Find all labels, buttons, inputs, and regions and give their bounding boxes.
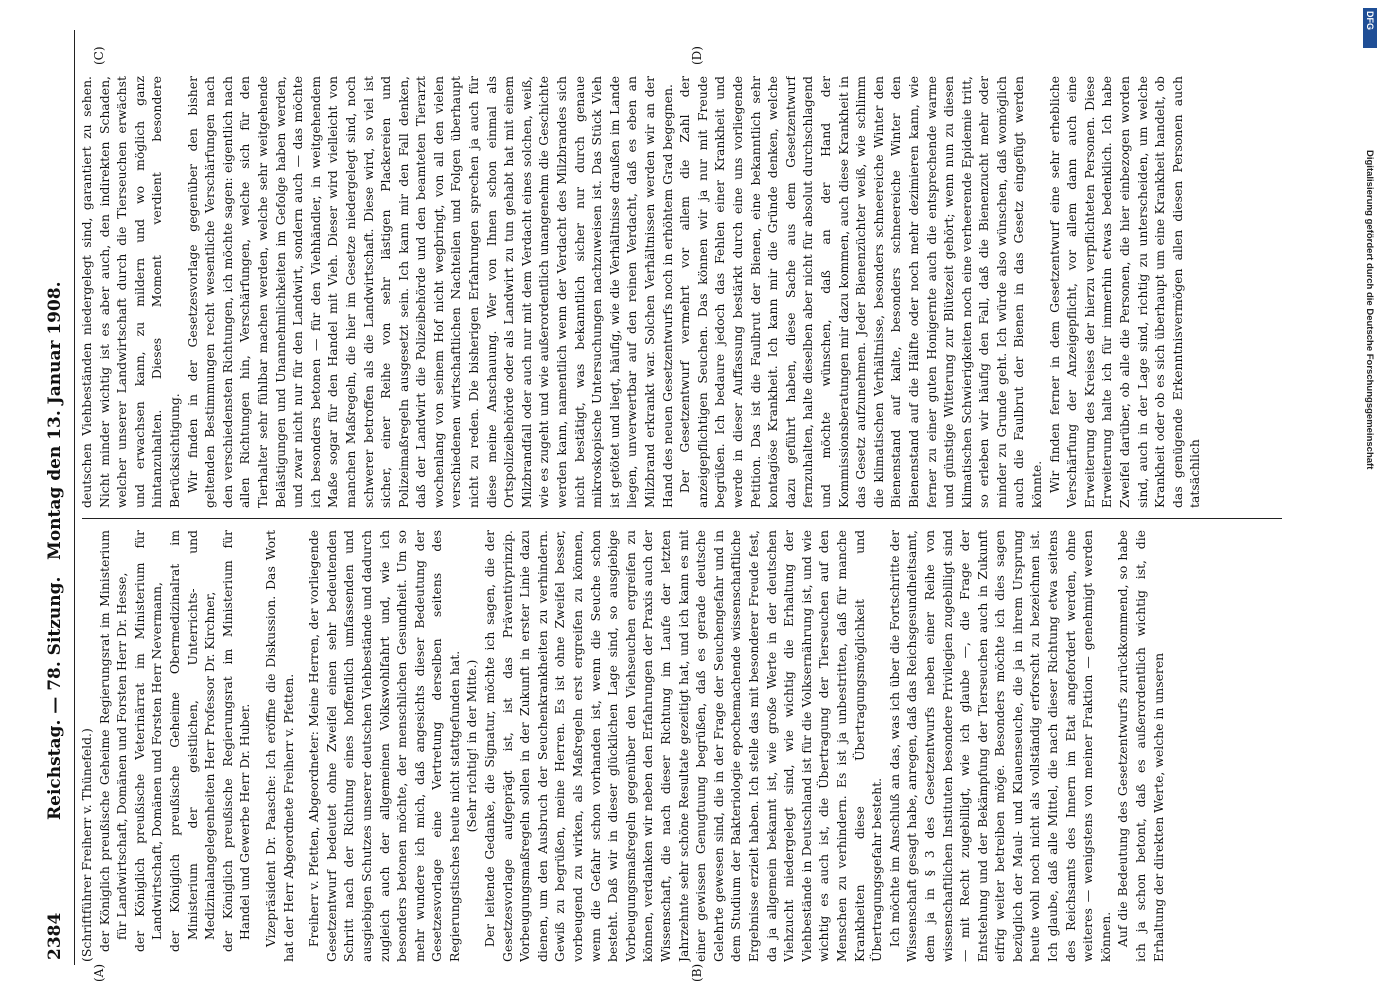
attendee-entry: der Königlich preußische Regierungsrat im Ministerium für Handel und Gewerbe Herr Dr. Huber. [219,530,253,952]
left-column [78,530,1283,962]
margin-label-c: (C) [92,46,106,65]
right-column [78,76,1283,508]
digitization-credit-text: Digitalisierung gefördert durch die Deutsche Forschungsgemeinschaft [1364,150,1375,470]
paragraph: Ich möchte im Anschluß an das, was ich über die Fortschritte der Wissenschaft gesagt habe, anregen, daß das Reichsgesundheitsamt, dem ja in § 3 des Gesetzentwurfs neben einer Reihe von wissenschaftlichen Instituten besondere Privilegien zugebilligt sind — mit Recht zugebilligt, wie ich glaube —, die Frage der Entstehung und der Bekämpfung der Tierseuchen auch in Zukunft eifrig weiter betreiben möge. Besonders möchte ich dies sagen bezüglich der Maul- und Klauenseuche, die ja in ihrem Ursprung heute wohl noch nicht als vollständig erforscht zu bezeichnen ist. Ich glaube, daß alle Mittel, die nach dieser Richtung etwa seitens des Reichsamts des Innern im Etat angefordert werden, ohne weiteres — wenigstens von meiner Fraktion — genehmigt werden können. [886,530,1113,962]
interjection: (Sehr richtig! in der Mitte.) [464,659,480,833]
column-rule [82,518,1282,519]
paragraph: deutschen Viehbeständen niedergelegt sind, garantiert zu sehen. Nicht minder wichtig ist es aber auch, den indirekten Schaden, welcher unserer Landwirtschaft durch die Tierseuchen erwächst und erwachsen kann, zu mildern und wo möglich ganz hintanzuhalten. Dieses Moment verdient besondere Berücksichtigung. [79,76,182,508]
dfg-logo [1363,8,1377,48]
paragraph: Auf die Bedeutung des Gesetzentwurfs zurückkommend, so habe ich ja schon betont, daß es außerordentlich wichtig ist, die Erhaltung der direkten Werte, welche in unseren [1115,530,1166,962]
paragraph: Der Gesetzentwurf vermehrt vor allem die Zahl der anzeigepflichtigen Seuchen. Das können wir ja nur mit Freude begrüßen. Ich bedaure jedoch das Fehlen einer Krankheit und werde in dieser Auffassung bestärkt durch eine uns vorliegende Petition. Das ist die Faulbrut der Bienen, eine bekanntlich sehr kontagiöse Krankheit. Ich kann mir die Gründe denken, welche dazu geführt haben, diese Sache aus dem Gesetzentwurf fernzuhalten, halte dieselben aber nicht für absolut durchschlagend und möchte wünschen, daß an der Hand der Kommissionsberatungen mir dazu kommen, auch diese Krankheit in das Gesetz aufzunehmen. Jeder Bienenzüchter weiß, wie schlimm die klimatischen Verhältnisse, besonders schneereiche Winter den Bienenstand auf kalte, besonders schneereiche Winter den Bienenstand auf die Hälfte oder noch mehr dezimieren kann, wie ferner zu einer guten Honigernte auch die entsprechende warme und günstige Witterung zur Blütezeit gehört; wenn nun zu diesen klimatischen Schwierigkeiten noch eine verheerende Epidemie tritt, so erleben wir häufig den Fall, daß die Bienenzucht mehr oder minder zu Grunde geht. Ich würde also wünschen, daß womöglich auch die Faulbrut der Bienen in das Gesetz eingefügt werden könnte. [677,76,1045,508]
attendee-entry: der Königlich preußische Veterinärrat im Ministerium für Landwirtschaft, Domänen und Forsten Herr Nevermann, [131,530,165,952]
paragraph: Wir finden in der Gesetzesvorlage gegenüber den bisher geltenden Bestimmungen recht wesentliche Verschärfungen nach den verschiedensten Richtungen, ich möchte sagen: eigentlich nach allen Richtungen hin, Verschärfungen, welche sich für den Tierhalter sehr fühlbar machen werden, welche sehr weitgehende Belästigungen und Unannehmlichkeiten im Gefolge haben werden, und zwar nicht nur für den Landwirt, sondern auch — das möchte ich besonders betonen — für den Viehhändler, in weitgehendem Maße sogar für den Handel mit Vieh. Dieser wird vielleicht von manchen Maßregeln, die hier im Gesetze niedergelegt sind, noch schwerer betroffen als die Landwirtschaft. Diese wird, so viel ist sicher, einer Reihe von sehr lästigen Plackereien und Polizeimaßregeln ausgesetzt sein. Ich kann mir den Fall denken, daß der Landwirt die Polizeibehörde und den beamteten Tierarzt wochenlang von seinem Hof nicht wegbringt, von all den vielen verschiedenen wirtschaftlichen Nachteilen und Folgen überhaupt nicht zu reden. Die bisherigen Erfahrungen sprechen ja auch für diese meine Anschauung. Wer von Ihnen schon einmal als Ortspolizeibehörde oder als Landwirt zu tun gehabt hat mit einem Milzbrandfall oder auch nur mit dem Verdacht eines solchen, weiß, wie es zugeht und wie außerordentlich unangenehm die Geschichte werden kann, namentlich wenn der Verdacht des Milzbrandes sich nicht bestätigt, was bekanntlich sicher nur durch genaue mikroskopische Untersuchungen nachzuweisen ist. Das Stück Vieh ist getötet und liegt, häufig, wie die Verhältnisse draußen im Lande liegen, unverwertbar auf den reinen Verdacht, daß es eben an Milzbrand erkrankt war. Solchen Verhältnissen werden wir an der Hand des neuen Gesetzentwurfs noch in erhöhtem Grad begegnen. [184,76,675,508]
digitization-credit [1365,150,1375,850]
attendee-entry: der Königlich preußische Geheime Regierungsrat im Ministerium für Landwirtschaft, Domänen und Forsten Herr Dr. Hesse, [96,530,130,952]
margin-label-a: (A) [92,963,106,982]
attendee-entry: der Königlich preußische Geheime Obermedizinalrat im Ministerium der geistlichen, Unterrichts- und Medizinalangelegenheiten Herr Professor Dr. Kirchner, [166,530,218,952]
paragraph: Wir finden ferner in dem Gesetzentwurf eine sehr erhebliche Verschärfung der Anzeigepflicht, vor allem dann auch eine Erweiterung des Kreises der hierzu verpflichteten Personen. Diese Erweiterung halte ich für immerhin etwas bedenklich. Ich habe Zweifel darüber, ob alle die Personen, die hier einbezogen worden sind, auch in der Lage sind, richtig zu unterscheiden, um welche Krankheit oder ob es sich überhaupt um eine Krankheit handelt, ob das genügende Erkenntnisvermögen allen diesen Personen auch tatsächlich [1046,76,1203,508]
header-title: Reichstag. — 78. Sitzung. [45,576,65,820]
paragraph: Freiherr v. Pfetten, Abgeordneter: Meine Herren, der vorliegende Gesetzentwurf bedeutet ohne Zweifel einen sehr bedeutenden Schritt nach der Richtung eines hoffentlich umfassenden und ausgiebigen Schutzes unserer deutschen Viehbestände und dadurch zugleich auch der allgemeinen Volkswohlfahrt und, wie ich besonders betonen möchte, der menschlichen Gesundheit. Um so mehr wundere ich mich, daß angesichts dieser Bedeutung der Gesetzesvorlage eine Vertretung derselben seitens des Regierungstisches heute nicht stattgefunden hat. [306,530,462,962]
header-date: Montag den 13. Januar 1908. [45,281,65,560]
running-header [45,30,71,960]
page-number: 2384 [45,912,65,960]
dfg-logo-text: DFG [1365,11,1375,30]
paragraph: Vizepräsident Dr. Paasche: Ich eröffne die Diskussion. Das Wort hat der Herr Abgeordnete Freiherr v. Pfetten. [262,530,296,962]
header-rule [74,30,75,965]
paragraph: Der leitende Gedanke, die Signatur, möchte ich sagen, die der Gesetzesvorlage aufgeprägt ist, ist das Präventivprinzip. Vorbeugungsmaßregeln sollen in der Zukunft in erster Linie dazu dienen, um den Ausbruch der Seuchenkrankheiten zu verhindern. Gewiß zu begrüßen, meine Herren. Es ist ohne Zweifel besser, vorbeugend zu wirken, als Maßregeln erst ergreifen zu können, wenn die Gefahr schon vorhanden ist, wenn die Seuche schon besteht. Daß wir in dieser glücklichen Lage sind, so ausgiebige Vorbeugungsmaßregeln gegenüber den Viehseuchen ergreifen zu können, verdanken wir neben den Erfahrungen der Praxis auch der Wissenschaft, die nach dieser Richtung im Laufe der letzten Jahrzehnte sehr schöne Resultate gezeitigt hat, und ich kann es mit einer gewissen Genugtuung begrüßen, daß es gerade deutsche Gelehrte gewesen sind, die in der Frage der Seuchengefahr und in dem Studium der Bakteriologie epochemachende wissenschaftliche Ergebnisse erzielt haben. Ich stelle das mit besonderer Freude fest, da ja allgemein bekannt ist, wie große Werte in der deutschen Viehzucht niedergelegt sind, wie wichtig die Erhaltung der Viehbestände in Deutschland ist für die Volksernährung ist, und wie wichtig es auch ist, die Übertragung der Tierseuchen auf den Menschen zu verhindern. Es ist ja unbestritten, daß für manche Krankheiten diese Übertragungsmöglichkeit und Übertragungsgefahr besteht. [482,530,885,962]
speaker-note: (Schriftführer Freiherr v. Thünefeld.) [79,728,94,962]
margin-label-d: (D) [690,46,704,65]
margin-label-b: (B) [690,963,704,982]
